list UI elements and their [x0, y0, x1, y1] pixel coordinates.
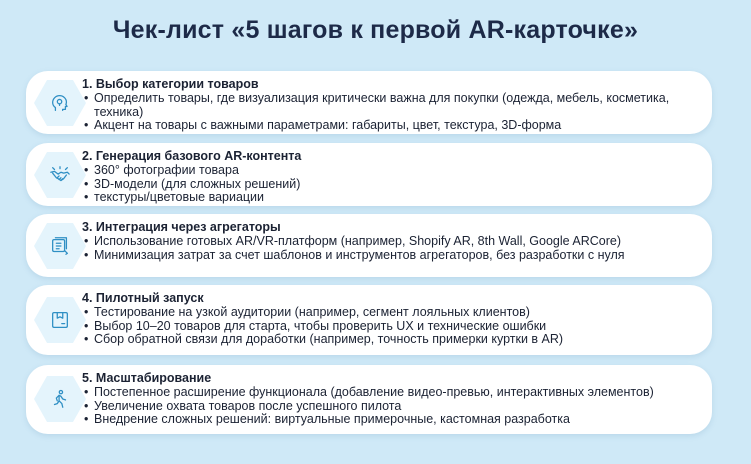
lightbulb-head-icon: [49, 92, 71, 114]
integration-icon: [49, 235, 71, 257]
list-item: • Использование готовых AR/VR-платформ (например, Shopify AR, 8th Wall, Google ARCore): [82, 235, 702, 249]
walking-person-icon: [49, 388, 71, 410]
step-list: [82, 92, 702, 133]
list-item: • Тестирование на узкой аудитории (например, сегмент лояльных клиентов): [82, 306, 702, 320]
step-icon-badge: [34, 297, 86, 343]
step-title: 4. Пилотный запуск: [82, 291, 204, 305]
list-item: • Акцент на товары с важными параметрами: габариты, цвет, текстура, 3D-форма: [82, 119, 702, 133]
step-list: [82, 164, 702, 205]
page-title: Чек-лист «5 шагов к первой AR-карточке»: [112, 16, 639, 44]
step-list: [82, 386, 702, 427]
step-icon-badge: [34, 376, 86, 422]
step-card-1: [26, 71, 712, 134]
list-item: • Минимизация затрат за счет шаблонов и инструментов агрегаторов, без разработки с нуля: [82, 249, 702, 263]
list-item: • 360° фотографии товара: [82, 164, 702, 178]
step-title: 3. Интеграция через агрегаторы: [82, 220, 281, 234]
step-card-2: [26, 143, 712, 206]
list-item: • 3D-модели (для сложных решений): [82, 178, 702, 192]
box-icon: [49, 309, 71, 331]
handshake-icon: [49, 164, 71, 186]
step-card-5: [26, 365, 712, 434]
list-item: • Выбор 10–20 товаров для старта, чтобы проверить UX и технические ошибки: [82, 320, 702, 334]
step-icon-badge: [34, 80, 86, 126]
step-icon-badge: [34, 152, 86, 198]
list-item: • Постепенное расширение функционала (добавление видео-превью, интерактивных элементов): [82, 386, 702, 400]
list-item: • Увеличение охвата товаров после успешного пилота: [82, 400, 702, 414]
list-item: • Внедрение сложных решений: виртуальные примерочные, кастомная разработка: [82, 413, 702, 427]
step-list: [82, 306, 702, 347]
step-card-4: [26, 285, 712, 355]
list-item: • Определить товары, где визуализация критически важна для покупки (одежда, мебель, косметика, техника): [82, 92, 702, 119]
step-title: 1. Выбор категории товаров: [82, 77, 259, 91]
step-card-3: [26, 214, 712, 277]
step-title: 2. Генерация базового AR-контента: [82, 149, 302, 163]
step-title: 5. Масштабирование: [82, 371, 212, 385]
list-item: • Сбор обратной связи для доработки (например, точность примерки куртки в AR): [82, 333, 702, 347]
list-item: • текстуры/цветовые вариации: [82, 191, 702, 205]
step-icon-badge: [34, 223, 86, 269]
step-list: [82, 235, 702, 262]
